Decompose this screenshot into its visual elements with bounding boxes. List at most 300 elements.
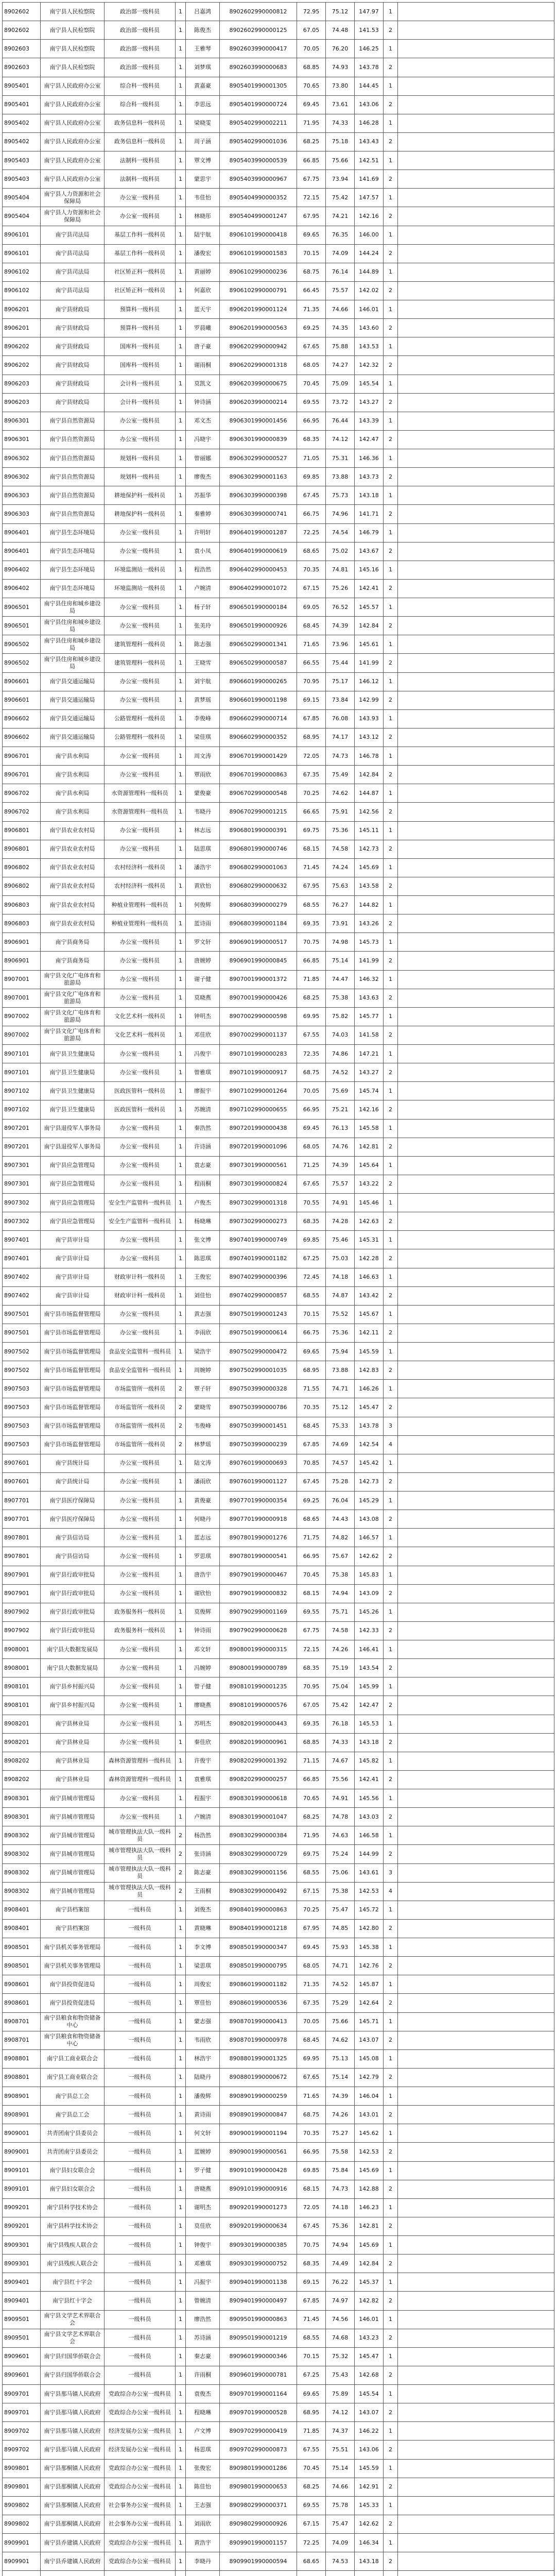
cell-plan: 1 <box>176 1231 186 1249</box>
cell-position: 办公室一级科员 <box>105 1119 176 1138</box>
table-row <box>3 542 554 561</box>
cell-remarks <box>398 1305 554 1324</box>
cell-rank: 2 <box>384 1770 398 1789</box>
cell-plan: 1 <box>176 375 186 393</box>
cell-name: 黄俊豪 <box>186 1492 220 1510</box>
cell-plan: 1 <box>176 1119 186 1138</box>
cell-unit: 南宁县人民政府办公室 <box>41 95 105 114</box>
cell-unit: 南宁县生态环境局 <box>41 542 105 561</box>
cell-written-score: 71.75 <box>297 1529 326 1547</box>
cell-rank: 2 <box>384 2143 398 2161</box>
cell-remarks <box>398 579 554 598</box>
cell-total-score: 142.11 <box>355 1324 384 1342</box>
cell-name: 潘浩宇 <box>186 858 220 877</box>
cell-unit: 南宁县城市管理局 <box>41 1789 105 1808</box>
cell-code: 8907503 <box>3 1435 41 1454</box>
cell-rank: 1 <box>384 114 398 132</box>
cell-position: 一级科员 <box>105 1994 176 2012</box>
table-row <box>3 2366 554 2384</box>
cell-rank: 2 <box>384 1733 398 1752</box>
cell-interview-score: 74.03 <box>326 1026 355 1044</box>
cell-name: 谢子健 <box>186 970 220 989</box>
cell-code: 8906101 <box>3 226 41 244</box>
cell-unit: 南宁县人民政府办公室 <box>41 170 105 189</box>
cell-plan: 1 <box>176 1007 186 1026</box>
cell-interview-score: 75.33 <box>326 1417 355 1435</box>
cell-code: 8906901 <box>3 952 41 970</box>
cell-rank: 1 <box>384 1640 398 1659</box>
cell-remarks <box>398 226 554 244</box>
cell-code: 8909201 <box>3 2217 41 2235</box>
cell-written-score: 69.55 <box>297 1603 326 1621</box>
table-row <box>3 1231 554 1249</box>
cell-interview-score: 75.49 <box>326 766 355 784</box>
cell-position: 办公室一级科员 <box>105 412 176 430</box>
cell-position: 办公室一级科员 <box>105 598 176 617</box>
cell-position: 食品安全监管科一级科员 <box>105 1361 176 1380</box>
cell-unit: 南宁县大数据发展局 <box>41 1659 105 1677</box>
cell-written-score: 69.65 <box>297 2385 326 2403</box>
cell-ticket: 8906201990001124 <box>220 300 297 319</box>
cell-remarks <box>398 1343 554 1361</box>
cell-unit: 南宁县应急管理局 <box>41 1212 105 1231</box>
cell-remarks <box>398 1994 554 2012</box>
cell-code: 8908801 <box>3 2068 41 2087</box>
cell-name: 林浩宇 <box>186 2049 220 2068</box>
table-row <box>3 263 554 281</box>
cell-position: 财政审计科一级科员 <box>105 1268 176 1286</box>
cell-interview-score: 74.09 <box>326 2534 355 2552</box>
cell-name: 陆宇航 <box>186 226 220 244</box>
cell-plan: 1 <box>176 2347 186 2366</box>
cell-name: 曾丽娜 <box>186 449 220 468</box>
cell-rank: 2 <box>384 1994 398 2012</box>
table-row <box>3 95 554 114</box>
cell-position: 国库科一级科员 <box>105 356 176 375</box>
cell-interview-score: 74.37 <box>326 2422 355 2441</box>
cell-interview-score: 74.33 <box>326 1733 355 1752</box>
cell-rank: 2 <box>384 1212 398 1231</box>
cell-rank: 1 <box>384 1007 398 1026</box>
cell-rank: 2 <box>384 840 398 858</box>
cell-total-score: 147.97 <box>355 3 384 21</box>
cell-remarks <box>398 468 554 486</box>
table-row <box>3 2403 554 2422</box>
table-row <box>3 1324 554 1342</box>
table-row <box>3 1845 554 1863</box>
cell-plan: 1 <box>176 821 186 840</box>
cell-name: 覃子轩 <box>186 1380 220 1398</box>
cell-total-score: 146.23 <box>355 2198 384 2217</box>
cell-plan: 1 <box>176 58 186 77</box>
table-row <box>3 2068 554 2087</box>
cell-position: 办公室一级科员 <box>105 1547 176 1566</box>
cell-code: 8909802 <box>3 2496 41 2515</box>
cell-written-score: 67.95 <box>297 1919 326 1938</box>
cell-remarks <box>398 412 554 430</box>
cell-total-score: 142.80 <box>355 1919 384 1938</box>
table-row <box>3 2347 554 2366</box>
cell-unit: 南宁县水利局 <box>41 747 105 766</box>
cell-unit: 南宁县住房和城乡建设局 <box>41 635 105 654</box>
cell-total-score: 146.04 <box>355 2087 384 2106</box>
cell-interview-score: 75.06 <box>326 1863 355 1882</box>
cell-code: 8907801 <box>3 1547 41 1566</box>
cell-plan: 1 <box>176 132 186 151</box>
cell-interview-score: 75.31 <box>326 449 355 468</box>
cell-name: 刘宇航 <box>186 672 220 691</box>
cell-ticket: 8908401990001218 <box>220 1919 297 1938</box>
cell-code: 8907001 <box>3 989 41 1007</box>
cell-unit: 南宁县市场监督管理局 <box>41 1361 105 1380</box>
cell-unit: 南宁县文化广电体育和旅游局 <box>41 1007 105 1026</box>
cell-position: 市场监管所一级科员 <box>105 1380 176 1398</box>
table-row <box>3 1938 554 1957</box>
cell-written-score: 68.05 <box>297 356 326 375</box>
cell-total-score: 145.29 <box>355 1492 384 1510</box>
cell-rank: 2 <box>384 505 398 523</box>
cell-written-score: 66.45 <box>297 281 326 300</box>
cell-ticket: 8908101990001235 <box>220 1677 297 1696</box>
cell-interview-score: 75.03 <box>326 1249 355 1268</box>
table-row <box>3 114 554 132</box>
cell-unit: 南宁县科学技术协会 <box>41 2217 105 2235</box>
cell-unit: 南宁县信访局 <box>41 1547 105 1566</box>
cell-ticket: 8907302990000273 <box>220 1212 297 1231</box>
cell-remarks <box>398 672 554 691</box>
cell-rank: 2 <box>384 132 398 151</box>
cell-position: 办公室一级科员 <box>105 840 176 858</box>
cell-written-score: 70.45 <box>297 1566 326 1584</box>
cell-remarks <box>398 2534 554 2552</box>
cell-position: 一级科员 <box>105 1975 176 1994</box>
cell-written-score: 71.15 <box>297 1752 326 1770</box>
cell-ticket: 8906202990001318 <box>220 356 297 375</box>
cell-position: 党政综合办公室一级科员 <box>105 2478 176 2496</box>
cell-rank: 1 <box>384 449 398 468</box>
cell-code: 8907101 <box>3 1045 41 1063</box>
cell-written-score: 67.75 <box>297 170 326 189</box>
table-row <box>3 821 554 840</box>
cell-interview-score: 74.98 <box>326 933 355 952</box>
cell-total-score: 146.00 <box>355 226 384 244</box>
cell-plan: 1 <box>176 1975 186 1994</box>
cell-ticket: 8906303990000398 <box>220 486 297 505</box>
cell-position: 办公室一级科员 <box>105 970 176 989</box>
cell-rank: 2 <box>384 766 398 784</box>
cell-name: 王志强 <box>186 2496 220 2515</box>
cell-code: 8907502 <box>3 1361 41 1380</box>
table-row <box>3 58 554 77</box>
cell-ticket: 8908501990000795 <box>220 1957 297 1975</box>
table-row <box>3 2012 554 2031</box>
table-row <box>3 375 554 393</box>
cell-plan: 1 <box>176 281 186 300</box>
cell-ticket: 8909701990000528 <box>220 2403 297 2422</box>
cell-total-score: 143.07 <box>355 2403 384 2422</box>
cell-code: 8907002 <box>3 1026 41 1044</box>
cell-total-score: 146.57 <box>355 1529 384 1547</box>
cell-rank: 1 <box>384 2422 398 2441</box>
cell-rank: 2 <box>384 1249 398 1268</box>
cell-rank: 1 <box>384 2124 398 2143</box>
cell-total-score: 142.91 <box>355 2478 384 2496</box>
cell-code: 8906801 <box>3 821 41 840</box>
cell-plan: 1 <box>176 2478 186 2496</box>
cell-total-score: 143.06 <box>355 95 384 114</box>
cell-code: 8909801 <box>3 2478 41 2496</box>
cell-total-score: 143.53 <box>355 337 384 356</box>
cell-position: 办公室一级科员 <box>105 952 176 970</box>
cell-plan: 1 <box>176 170 186 189</box>
cell-total-score: 145.16 <box>355 561 384 579</box>
cell-written-score: 68.25 <box>297 2478 326 2496</box>
cell-position: 办公室一级科员 <box>105 1156 176 1175</box>
cell-total-score: 145.31 <box>355 1231 384 1249</box>
cell-position: 办公室一级科员 <box>105 1324 176 1342</box>
cell-position: 办公室一级科员 <box>105 1492 176 1510</box>
cell-plan: 1 <box>176 2087 186 2106</box>
cell-unit: 南宁县行政审批局 <box>41 1621 105 1640</box>
cell-unit <box>41 2571 105 2576</box>
cell-name: 周子涵 <box>186 132 220 151</box>
cell-plan: 1 <box>176 21 186 40</box>
cell-code: 8906402 <box>3 579 41 598</box>
cell-interview-score: 75.19 <box>326 1659 355 1677</box>
cell-position: 医政医管科一级科员 <box>105 1100 176 1119</box>
cell-ticket: 8906102990000791 <box>220 281 297 300</box>
cell-remarks <box>398 2347 554 2366</box>
cell-interview-score: 74.27 <box>326 356 355 375</box>
cell-remarks <box>398 2068 554 2087</box>
cell-name: 林志远 <box>186 821 220 840</box>
cell-unit: 南宁县文学艺术界联合会 <box>41 2310 105 2329</box>
cell-remarks <box>398 747 554 766</box>
cell-remarks <box>398 114 554 132</box>
cell-code: 8907601 <box>3 1472 41 1491</box>
cell-code: 8908201 <box>3 1733 41 1752</box>
cell-unit: 南宁县林业局 <box>41 1770 105 1789</box>
cell-code: 8908001 <box>3 1659 41 1677</box>
table-row <box>3 2422 554 2441</box>
cell-unit: 南宁县林业局 <box>41 1715 105 1733</box>
cell-rank: 2 <box>384 1138 398 1156</box>
cell-rank: 1 <box>384 896 398 914</box>
cell-name: 廖晓燕 <box>186 1696 220 1715</box>
cell-ticket: 8906202990000942 <box>220 337 297 356</box>
cell-remarks <box>398 1882 554 1901</box>
cell-plan: 2 <box>176 1398 186 1417</box>
cell-unit: 南宁县农业农村局 <box>41 896 105 914</box>
cell-plan: 2 <box>176 1845 186 1863</box>
cell-ticket: 8908302990000492 <box>220 1882 297 1901</box>
cell-remarks <box>398 1082 554 1100</box>
cell-interview-score: 75.32 <box>326 2347 355 2366</box>
cell-total-score: 143.27 <box>355 393 384 412</box>
cell-ticket: 8907301990000561 <box>220 1156 297 1175</box>
cell-interview-score: 75.38 <box>326 989 355 1007</box>
table-row <box>3 21 554 40</box>
cell-total-score: 146.78 <box>355 747 384 766</box>
cell-code: 8906601 <box>3 691 41 709</box>
cell-interview-score: 74.87 <box>326 1286 355 1305</box>
cell-ticket: 8905403990000967 <box>220 170 297 189</box>
cell-position: 文化艺术科一级科员 <box>105 1007 176 1026</box>
cell-unit: 南宁县市场监督管理局 <box>41 1305 105 1324</box>
cell-total-score: 143.01 <box>355 2106 384 2124</box>
table-row <box>3 1417 554 1435</box>
cell-rank: 2 <box>384 58 398 77</box>
cell-written-score: 68.45 <box>297 617 326 635</box>
cell-interview-score: 76.20 <box>326 40 355 58</box>
cell-interview-score: 75.73 <box>326 486 355 505</box>
cell-interview-score: 75.43 <box>326 2366 355 2384</box>
cell-unit: 南宁县文化广电体育和旅游局 <box>41 989 105 1007</box>
cell-ticket: 8907701990000918 <box>220 1510 297 1529</box>
cell-name: 莫俊辉 <box>186 1603 220 1621</box>
cell-position: 办公室一级科员 <box>105 430 176 449</box>
cell-remarks <box>398 784 554 803</box>
cell-name: 黄晓琳 <box>186 1919 220 1938</box>
cell-plan: 1 <box>176 2329 186 2347</box>
cell-rank: 2 <box>384 1547 398 1566</box>
table-row <box>3 1659 554 1677</box>
table-row <box>3 561 554 579</box>
cell-plan: 1 <box>176 1715 186 1733</box>
cell-code: 8909201 <box>3 2198 41 2217</box>
cell-total-score: 142.41 <box>355 1770 384 1789</box>
cell-interview-score: 75.44 <box>326 654 355 672</box>
cell-unit: 南宁县人力资源和社会保障局 <box>41 207 105 226</box>
table-row <box>3 896 554 914</box>
cell-name: 邓文轩 <box>186 1640 220 1659</box>
cell-plan: 1 <box>176 1994 186 2012</box>
table-row <box>3 2552 554 2571</box>
cell-total-score: 145.46 <box>355 1194 384 1212</box>
cell-written-score: 68.35 <box>297 430 326 449</box>
cell-written-score: 69.75 <box>297 821 326 840</box>
cell-ticket: 8906901990000845 <box>220 952 297 970</box>
cell-total-score: 145.69 <box>355 2161 384 2180</box>
cell-name: 陆思琪 <box>186 840 220 858</box>
table-row <box>3 1268 554 1286</box>
cell-position: 一级科员 <box>105 2198 176 2217</box>
cell-written-score: 69.85 <box>297 1231 326 1249</box>
cell-written-score: 70.65 <box>297 77 326 95</box>
cell-position: 种植业管理科一级科员 <box>105 914 176 933</box>
cell-code: 8908302 <box>3 1882 41 1901</box>
cell-written-score: 68.55 <box>297 1286 326 1305</box>
cell-name: 何晓丹 <box>186 1510 220 1529</box>
cell-name: 王晓雪 <box>186 654 220 672</box>
cell-unit: 南宁县行政审批局 <box>41 1566 105 1584</box>
cell-plan: 1 <box>176 2161 186 2180</box>
cell-ticket: 8907501990000614 <box>220 1324 297 1342</box>
cell-plan: 1 <box>176 95 186 114</box>
cell-position: 建筑管理科一级科员 <box>105 654 176 672</box>
cell-code: 8905402 <box>3 114 41 132</box>
cell-rank: 1 <box>384 1380 398 1398</box>
cell-written-score: 69.75 <box>297 1845 326 1863</box>
table-row <box>3 1175 554 1193</box>
cell-total-score: 145.26 <box>355 1603 384 1621</box>
cell-interview-score: 75.58 <box>326 2143 355 2161</box>
cell-unit: 南宁县财政局 <box>41 300 105 319</box>
cell-written-score: 70.35 <box>297 1398 326 1417</box>
cell-written-score: 66.95 <box>297 1547 326 1566</box>
cell-interview-score: 75.91 <box>326 803 355 821</box>
cell-unit: 南宁县那马镇人民政府 <box>41 2385 105 2403</box>
cell-code: 8907902 <box>3 1621 41 1640</box>
cell-plan: 1 <box>176 1045 186 1063</box>
cell-rank: 2 <box>384 542 398 561</box>
cell-unit: 南宁县住房和城乡建设局 <box>41 598 105 617</box>
table-row <box>3 2292 554 2310</box>
cell-interview-score: 76.14 <box>326 263 355 281</box>
cell-code: 8908401 <box>3 1919 41 1938</box>
table-row <box>3 1975 554 1994</box>
cell-name: 蓝诗雨 <box>186 914 220 933</box>
cell-position: 安全生产监管科一级科员 <box>105 1212 176 1231</box>
cell-code: 8906101 <box>3 244 41 263</box>
cell-rank: 1 <box>384 486 398 505</box>
cell-name: 杨思琪 <box>186 2441 220 2459</box>
cell-ticket: 8906701990001429 <box>220 747 297 766</box>
cell-written-score: 72.25 <box>297 2534 326 2552</box>
cell-unit: 南宁县自然资源局 <box>41 486 105 505</box>
cell-plan: 1 <box>176 1343 186 1361</box>
cell-unit: 南宁县城市管理局 <box>41 1808 105 1826</box>
cell-unit: 南宁县审计局 <box>41 1268 105 1286</box>
cell-plan: 1 <box>176 1640 186 1659</box>
cell-code: 8907503 <box>3 1417 41 1435</box>
cell-total-score: 141.99 <box>355 654 384 672</box>
cell-ticket: 8907001990001372 <box>220 970 297 989</box>
cell-rank: 2 <box>384 2403 398 2422</box>
cell-written-score: 68.65 <box>297 542 326 561</box>
cell-code: 8907901 <box>3 1584 41 1603</box>
table-row <box>3 1510 554 1529</box>
cell-interview-score: 75.24 <box>326 1845 355 1863</box>
cell-ticket: 8909601990000781 <box>220 2366 297 2384</box>
cell-total-score: 142.41 <box>355 579 384 598</box>
cell-code: 8906702 <box>3 784 41 803</box>
cell-written-score: 67.25 <box>297 1249 326 1268</box>
cell-rank: 2 <box>384 803 398 821</box>
cell-position: 党政综合办公室一级科员 <box>105 2552 176 2571</box>
cell-plan: 1 <box>176 2143 186 2161</box>
cell-total-score: 142.16 <box>355 1100 384 1119</box>
cell-unit: 南宁县妇女联合会 <box>41 2161 105 2180</box>
cell-code: 8909702 <box>3 2441 41 2459</box>
cell-rank: 2 <box>384 170 398 189</box>
cell-interview-score: 75.57 <box>326 1175 355 1193</box>
cell-rank: 4 <box>384 1435 398 1454</box>
cell-name: 王雅琴 <box>186 40 220 58</box>
cell-total-score: 142.56 <box>355 803 384 821</box>
cell-written-score: 68.25 <box>297 1808 326 1826</box>
cell-name: 陈思琪 <box>186 1249 220 1268</box>
cell-total-score: 142.83 <box>355 1361 384 1380</box>
cell-name: 陈志强 <box>186 635 220 654</box>
cell-remarks <box>398 1063 554 1082</box>
cell-plan: 1 <box>176 2385 186 2403</box>
cell-code: 8908101 <box>3 1677 41 1696</box>
cell-plan: 1 <box>176 319 186 337</box>
cell-remarks <box>398 2422 554 2441</box>
table-row <box>3 1584 554 1603</box>
cell-plan: 1 <box>176 617 186 635</box>
